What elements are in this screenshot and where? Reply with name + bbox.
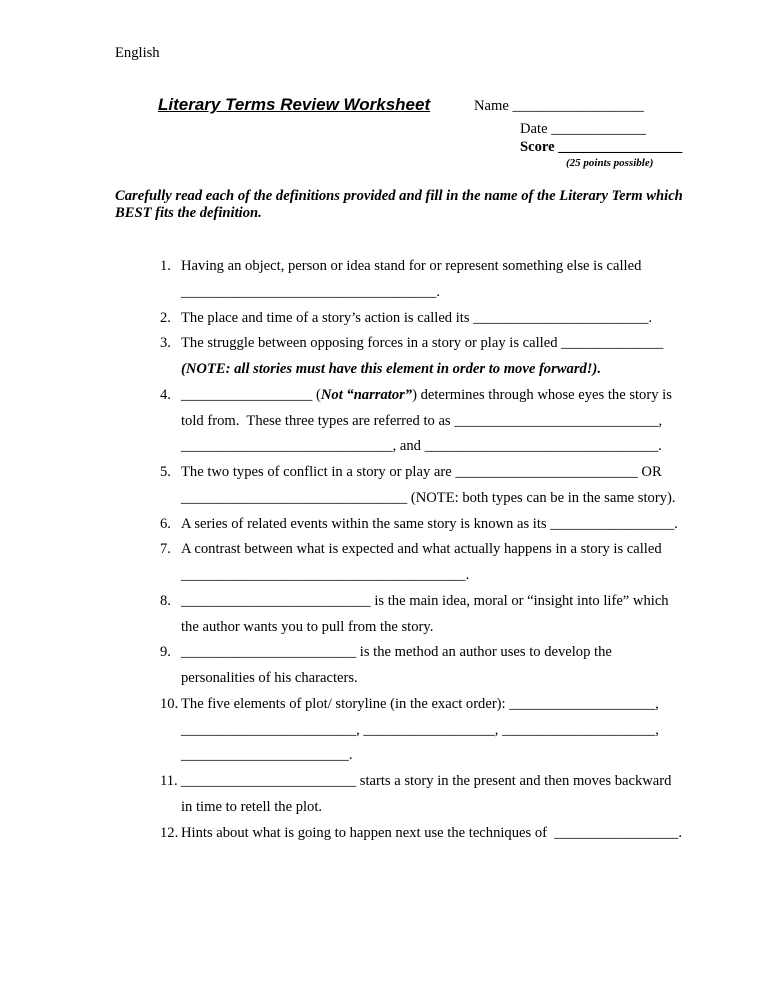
answer-blank-text: __________________ (	[181, 386, 321, 403]
answer-blank-text: ________________________ starts a story in the present and then moves backward	[181, 773, 672, 789]
answer-blank-text: _______________________________________.	[181, 567, 470, 583]
question-number: 7.	[160, 541, 171, 558]
question-11-line	[181, 772, 671, 790]
question-number: 9.	[160, 644, 171, 661]
question-10-line	[181, 695, 659, 713]
question-7-line	[181, 540, 662, 558]
answer-blank-text: _______________________.	[181, 747, 353, 764]
answer-blank-text: told from. These three types are referred to as ____________________________,	[181, 412, 663, 429]
question-number: 11.	[160, 773, 178, 789]
question-text: in time to retell the plot.	[181, 798, 323, 815]
question-9-line	[181, 669, 358, 687]
question-4-line	[181, 437, 662, 455]
date-field[interactable]: Date _____________	[520, 121, 647, 137]
question-9-line	[181, 643, 612, 661]
answer-blank-text: ___________________________________.	[181, 283, 441, 300]
question-4-line	[181, 386, 672, 404]
question-3-line	[181, 334, 663, 352]
question-11-line	[181, 798, 322, 816]
answer-blank-text: _______________________________ (NOTE: both types can be in the same story).	[181, 489, 676, 506]
question-12-line	[181, 824, 682, 842]
question-number: 1.	[160, 258, 171, 274]
question-number: 3.	[160, 335, 171, 352]
answer-blank-text: The struggle between opposing forces in a story or play is called ______________	[181, 335, 664, 352]
question-number: 5.	[160, 464, 171, 480]
question-number: 12.	[160, 824, 179, 841]
question-text: the author wants you to pull from the story.	[181, 618, 434, 635]
worksheet-title: Literary Terms Review Worksheet	[158, 95, 431, 114]
question-5-line	[181, 489, 676, 507]
question-number: 4.	[160, 386, 171, 403]
answer-blank-text: ________________________ is the method an author uses to develop the	[181, 644, 612, 661]
question-text: A contrast between what is expected and what actually happens in a story is called	[181, 541, 662, 558]
question-4-line	[181, 412, 662, 430]
name-field[interactable]: Name __________________	[474, 98, 644, 114]
question-text: Not “narrator”	[320, 386, 413, 403]
question-number: 8.	[160, 592, 171, 609]
question-1-line	[181, 283, 440, 301]
answer-blank-text: _____________________________, and ________________________________.	[181, 438, 662, 455]
question-text: (NOTE: all stories must have this element in order to move forward!).	[181, 361, 601, 377]
question-10-line	[181, 721, 659, 739]
question-7-line	[181, 566, 469, 584]
score-label: Score	[520, 139, 555, 155]
answer-blank-text: ________________________, __________________, _____________________,	[181, 721, 659, 738]
question-text: ) determines through whose eyes the story is	[412, 386, 672, 403]
question-8-line	[181, 618, 433, 636]
question-3-line	[181, 360, 601, 378]
question-2-line	[181, 309, 652, 327]
subject-header: English	[115, 45, 160, 61]
answer-blank-text: Hints about what is going to happen next use the techniques of _________________.	[181, 824, 682, 841]
question-number: 2.	[160, 309, 171, 326]
instructions: Carefully read each of the definitions provided and fill in the name of the Literary Term which BEST fits the definition.	[115, 188, 683, 221]
question-10-line	[181, 746, 352, 764]
answer-blank-text: The place and time of a story’s action is called its ________________________.	[181, 309, 652, 326]
answer-blank-text: __________________________ is the main idea, moral or “insight into life” which	[181, 592, 669, 609]
answer-blank-text: A series of related events within the same story is known as its _________________.	[181, 515, 678, 532]
question-number: 6.	[160, 515, 171, 532]
answer-blank-text: The two types of conflict in a story or play are _________________________ OR	[181, 464, 662, 480]
question-text: Having an object, person or idea stand for or represent something else is called	[181, 258, 642, 274]
question-number: 10.	[160, 695, 179, 712]
question-6-line	[181, 515, 678, 533]
points-note: (25 points possible)	[566, 157, 654, 169]
question-1-line	[181, 257, 641, 275]
question-text: personalities of his characters.	[181, 670, 358, 686]
score-blank: _________________	[558, 139, 683, 155]
answer-blank-text: The five elements of plot/ storyline (in the exact order): ____________________,	[181, 695, 659, 712]
question-8-line	[181, 592, 669, 610]
question-5-line	[181, 463, 662, 481]
